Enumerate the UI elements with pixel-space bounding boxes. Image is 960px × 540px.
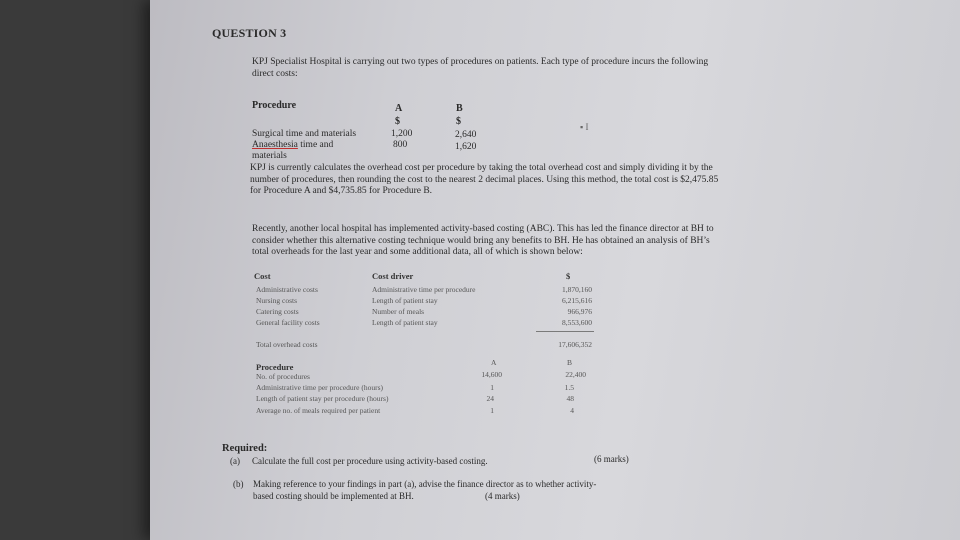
overhead-driver: Length of patient stay xyxy=(372,318,438,327)
overhead-cost: General facility costs xyxy=(256,318,320,327)
direct-costs-header-a: A xyxy=(395,103,403,114)
direct-costs-header-label: Procedure xyxy=(252,100,297,111)
procedure-header-a: A xyxy=(491,358,497,367)
procedure-row-a: 1 xyxy=(490,406,494,415)
procedure-row-a: 14,600 xyxy=(481,370,502,379)
procedure-row-label: No. of procedures xyxy=(256,372,310,381)
direct-cost-row-label: Surgical time and materials xyxy=(252,129,357,139)
overhead-amount: 1,870,160 xyxy=(562,285,592,294)
procedure-header-label: Procedure xyxy=(256,362,294,372)
procedure-row-label: Length of patient stay per procedure (hours) xyxy=(256,394,389,403)
overhead-amount: 6,215,616 xyxy=(562,296,592,305)
total-divider xyxy=(536,331,594,332)
text-cursor-icon: ▪ I xyxy=(580,122,589,132)
overhead-amount: 8,553,600 xyxy=(562,318,592,327)
overhead-total-label: Total overhead costs xyxy=(256,340,318,349)
procedure-row-label: Average no. of meals required per patient xyxy=(256,406,381,415)
direct-cost-row-label xyxy=(252,140,333,150)
required-title: Required: xyxy=(222,443,268,454)
overheads-header-amount: $ xyxy=(566,271,571,281)
part-b-text-line1: Making reference to your findings in part (a), advise the finance director as to whether activity- xyxy=(253,479,597,489)
overhead-amount: 966,976 xyxy=(567,307,592,316)
question-intro: KPJ Specialist Hospital is carrying out two types of procedures on patients. Each type of procedure incurs the following direct costs: xyxy=(252,57,709,79)
procedure-row-b: 22,400 xyxy=(565,370,586,379)
direct-cost-row-b: 1,620 xyxy=(455,142,477,152)
procedure-row-label: Administrative time per procedure (hours) xyxy=(256,383,384,392)
procedure-row-b: 4 xyxy=(570,406,574,415)
procedure-row-a: 1 xyxy=(490,383,494,392)
overhead-cost: Catering costs xyxy=(256,307,299,316)
spellcheck-word: Anaesthesia xyxy=(252,140,298,150)
direct-cost-row-a: 1,200 xyxy=(391,129,413,139)
direct-cost-row-wrap: materials xyxy=(252,151,287,161)
direct-costs-currency-a: $ xyxy=(395,116,400,127)
part-b-text-line2: based costing should be implemented at BH. xyxy=(253,491,414,501)
paragraph-current-method: KPJ is currently calculates the overhead cost per procedure by taking the total overhead cost and simply dividing it by the number of procedures, then rounding the cost to the nearest 2 decimal places. Using this method, the total cost is $2,475.85 for Procedure A and $4,735.85 for Procedure B. xyxy=(250,163,719,196)
overhead-cost: Nursing costs xyxy=(256,296,298,305)
overhead-driver: Length of patient stay xyxy=(372,296,438,305)
direct-costs-header-b: B xyxy=(456,103,463,114)
overheads-header-driver: Cost driver xyxy=(372,271,414,281)
procedure-row-b: 1.5 xyxy=(564,383,574,392)
part-a-text: Calculate the full cost per procedure using activity-based costing. xyxy=(252,456,488,466)
direct-cost-row-b: 2,640 xyxy=(455,130,477,140)
question-title: QUESTION 3 xyxy=(212,26,287,40)
overhead-total-amount: 17,606,352 xyxy=(558,340,592,349)
paragraph-abc: Recently, another local hospital has implemented activity-based costing (ABC). This has led the finance director at BH to consider whether this alternative costing technique would bring any benefits to BH. He has obtained an analysis of BH’s total overheads for the last year and some additional data, all of which is shown below: xyxy=(252,224,714,257)
overhead-cost: Administrative costs xyxy=(256,285,318,294)
procedure-row-a: 24 xyxy=(486,394,494,403)
part-b-marks: (4 marks) xyxy=(485,491,520,501)
direct-cost-row-a: 800 xyxy=(393,140,408,150)
direct-costs-currency-b: $ xyxy=(456,116,461,127)
part-a-marker: (a) xyxy=(230,456,240,466)
overhead-driver: Administrative time per procedure xyxy=(372,285,476,294)
overheads-header-cost: Cost xyxy=(254,271,271,281)
overhead-driver: Number of meals xyxy=(372,307,425,316)
part-b-marker: (b) xyxy=(233,479,244,489)
procedure-row-b: 48 xyxy=(566,394,574,403)
direct-cost-row-label-rest: time and xyxy=(297,140,334,150)
part-a-marks: (6 marks) xyxy=(594,454,629,464)
procedure-header-b: B xyxy=(567,358,573,367)
